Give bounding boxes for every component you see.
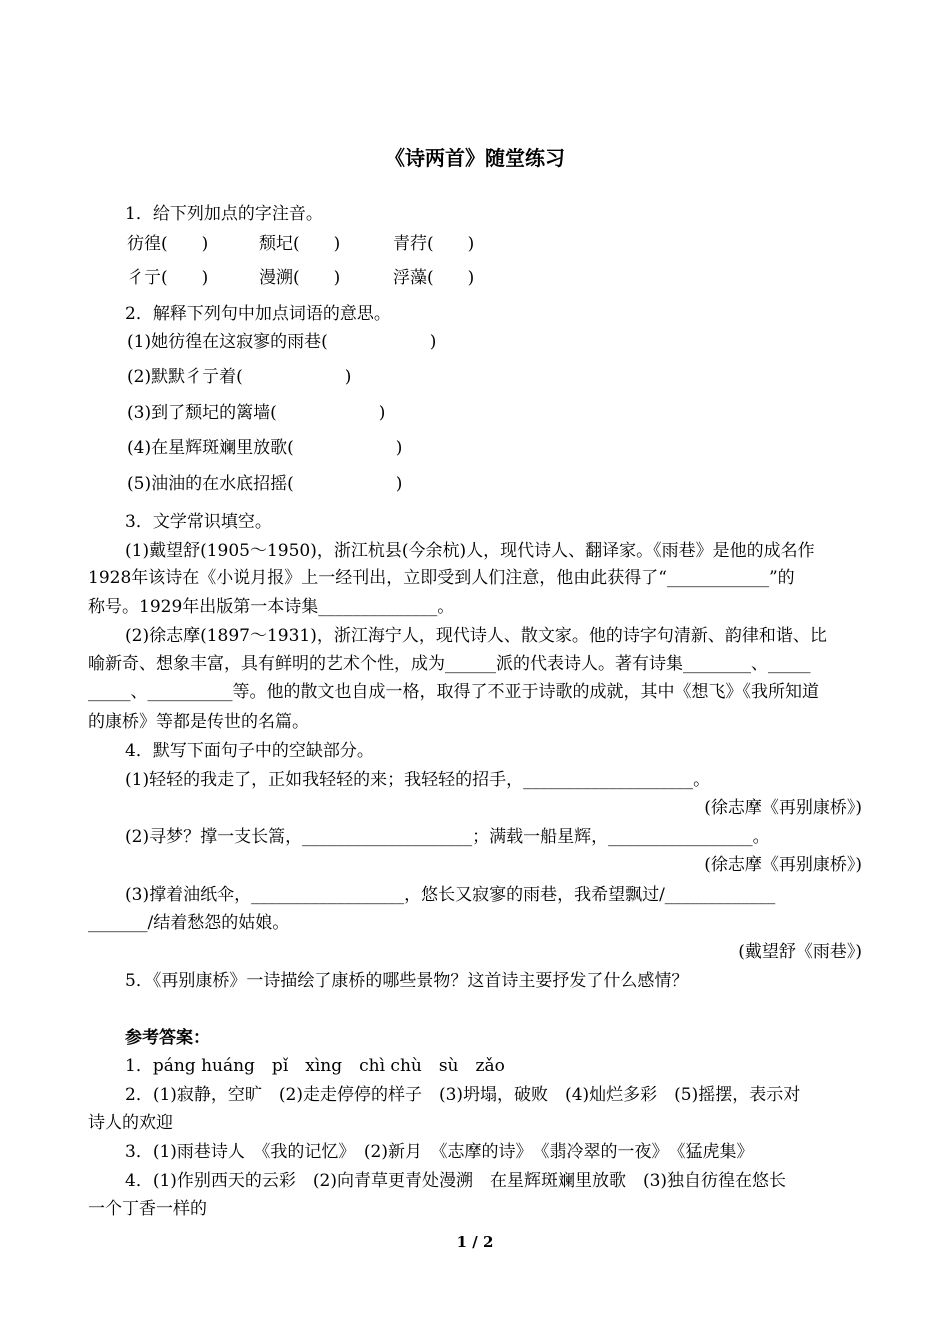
answer-line: 2．(1)寂静，空旷 (2)走走停停的样子 (3)坍塌，破败 (4)灿烂多彩 (5)摇摆，表示对 <box>125 1085 801 1105</box>
q1-prompt: 1．给下列加点的字注音。 <box>125 204 323 224</box>
q2-prompt: 2．解释下列句中加点词语的意思。 <box>125 304 391 324</box>
q5-prompt: 5．《再别康桥》一诗描绘了康桥的哪些景物？这首诗主要抒发了什么感情？ <box>125 971 689 991</box>
q3-text: (2)徐志摩(1897～1931)，浙江海宁人，现代诗人、散文家。他的诗字句清新、韵律和谐、比 <box>125 626 827 646</box>
q4-item: (1)轻轻的我走了，正如我轻轻的来；我轻轻的招手，____________________。 <box>125 770 711 790</box>
answer-line: 诗人的欢迎 <box>88 1113 173 1133</box>
q3-text: 称号。1929年出版第一本诗集______________。 <box>88 597 455 617</box>
q3-text: _____、__________等。他的散文也自成一格，取得了不亚于诗歌的成就，其中《想飞》《我所知道 <box>88 682 819 702</box>
q1-item: 漫溯( ) <box>259 268 341 288</box>
q2-item: (2)默默彳亍着( ) <box>127 367 352 387</box>
q3-text: (1)戴望舒(1905～1950)，浙江杭县(今余杭)人，现代诗人、翻译家。《雨巷》是他的成名作 <box>125 541 815 561</box>
answer-line: 一个丁香一样的 <box>88 1199 207 1219</box>
q4-item: (3)撑着油纸伞，__________________，悠长又寂寥的雨巷，我希望飘过/_____________ <box>125 885 776 905</box>
answers-heading: 参考答案： <box>125 1028 210 1048</box>
q4-source: (徐志摩《再别康桥》) <box>704 798 862 818</box>
q3-text: 喻新奇、想象丰富，具有鲜明的艺术个性，成为______派的代表诗人。著有诗集________、_____ <box>88 654 811 674</box>
q2-item: (1)她彷徨在这寂寥的雨巷( ) <box>127 332 437 352</box>
q4-item: _______/结着愁怨的姑娘。 <box>88 913 290 933</box>
q3-text: 1928年该诗在《小说月报》上一经刊出，立即受到人们注意，他由此获得了“____________”的 <box>88 568 795 588</box>
q2-item: (4)在星辉斑斓里放歌( ) <box>127 438 403 458</box>
q1-item: 浮藻( ) <box>393 268 475 288</box>
q4-prompt: 4．默写下面句子中的空缺部分。 <box>125 741 374 761</box>
page-title: 《诗两首》随堂练习 <box>385 146 565 170</box>
q2-item: (5)油油的在水底招摇( ) <box>127 474 403 494</box>
q4-item: (2)寻梦？撑一支长篙，____________________；满载一船星辉，_________________。 <box>125 827 770 847</box>
q1-item: 青荇( ) <box>393 234 475 254</box>
q1-item: 彳亍( ) <box>127 268 209 288</box>
answer-line: 1．páng huáng pǐ xìng chì chù sù zǎo <box>125 1056 505 1076</box>
q2-item: (3)到了颓圮的篱墙( ) <box>127 403 386 423</box>
answer-line: 4．(1)作别西天的云彩 (2)向青草更青处漫溯 在星辉斑斓里放歌 (3)独自彷徨在悠长 <box>125 1171 787 1191</box>
answer-line: 3．(1)雨巷诗人 《我的记忆》 (2)新月 《志摩的诗》 《翡冷翠的一夜》 《猛虎集》 <box>125 1142 754 1162</box>
page-number: 1 / 2 <box>456 1233 494 1251</box>
q3-prompt: 3．文学常识填空。 <box>125 512 272 532</box>
q4-source: (徐志摩《再别康桥》) <box>704 855 862 875</box>
q4-source: (戴望舒《雨巷》) <box>738 942 862 962</box>
q1-item: 彷徨( ) <box>127 234 209 254</box>
q3-text: 的康桥》等都是传世的名篇。 <box>88 712 309 732</box>
q1-item: 颓圮( ) <box>259 234 341 254</box>
